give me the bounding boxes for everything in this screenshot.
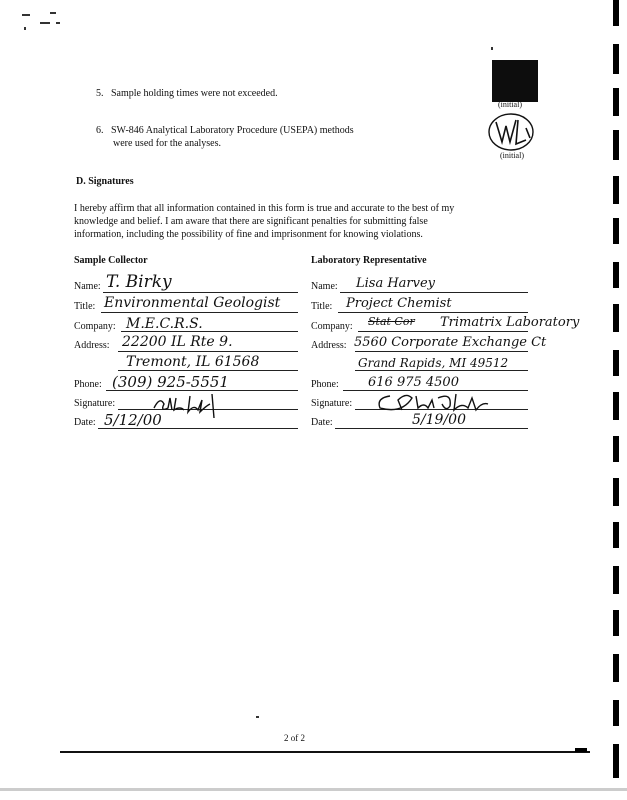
page-number: 2 of 2 (284, 733, 305, 743)
collector-heading: Sample Collector (74, 255, 148, 266)
item-5-number: 5. (96, 88, 104, 99)
item-6-number: 6. (96, 125, 104, 136)
section-heading: D. Signatures (76, 176, 134, 187)
collector-company-value: M.E.C.R.S. (126, 316, 203, 332)
item-6-text-line2: were used for the analyses. (113, 138, 222, 149)
collector-phone-label: Phone: (74, 379, 102, 390)
scan-speck (40, 22, 50, 24)
lab-name-value: Lisa Harvey (356, 276, 436, 291)
lab-address-line-2: Grand Rapids, MI 49512 (358, 356, 509, 370)
collector-name-label: Name: (74, 281, 101, 292)
footer-rule (60, 751, 590, 753)
lab-heading: Laboratory Representative (311, 255, 427, 266)
lab-company-value: Trimatrix Laboratory (440, 315, 580, 330)
collector-phone-value: (309) 925-5551 (112, 373, 229, 391)
affirmation-line-3: information, including the possibility of fine and imprisonment for knowing violations. (74, 229, 423, 240)
initial-label-1: (initial) (498, 100, 522, 109)
scan-speck (56, 22, 60, 24)
item-5-text: Sample holding times were not exceeded. (111, 88, 278, 99)
scan-bottom-edge (0, 788, 627, 791)
lab-address-line-1: 5560 Corporate Exchange Ct (354, 335, 547, 350)
collector-name-value: T. Birky (106, 272, 172, 292)
scan-speck (24, 27, 26, 30)
lab-address-label: Address: (311, 340, 347, 351)
item-6 (96, 124, 354, 137)
lab-phone-label: Phone: (311, 379, 339, 390)
collector-address-label: Address: (74, 340, 110, 351)
collector-title-label: Title: (74, 301, 96, 312)
lab-phone-value: 616 975 4500 (368, 375, 459, 390)
scan-speck (50, 12, 56, 14)
collector-address-line-2: Tremont, IL 61568 (126, 354, 260, 370)
lab-signature-label: Signature: (311, 398, 353, 409)
initial-signature-mark (486, 108, 538, 156)
scan-speck (256, 716, 259, 718)
scan-speck (22, 14, 30, 16)
collector-signature (150, 390, 230, 422)
collector-signature-label: Signature: (74, 398, 116, 409)
affirmation-line-2: knowledge and belief. I am aware that there are significant penalties for submitting false (74, 216, 428, 227)
lab-date-value: 5/19/00 (412, 412, 466, 428)
initial-label-2: (initial) (500, 151, 524, 160)
scan-speck (491, 47, 493, 50)
collector-date-label: Date: (74, 417, 96, 428)
lab-company-struck: Stat Cor (368, 315, 415, 328)
lab-title-value: Project Chemist (346, 296, 452, 311)
lab-title-label: Title: (311, 301, 333, 312)
item-6-text: SW-846 Analytical Laboratory Procedure (USEPA) methods (111, 125, 354, 136)
item-5 (96, 87, 278, 100)
collector-company-label: Company: (74, 321, 116, 332)
lab-name-label: Name: (311, 281, 338, 292)
collector-date-value: 5/12/00 (104, 411, 162, 429)
lab-date-label: Date: (311, 417, 333, 428)
lab-company-label: Company: (311, 321, 353, 332)
scan-speck (575, 748, 587, 752)
collector-address-line-1: 22200 IL Rte 9. (122, 334, 233, 350)
redacted-initial-box (492, 60, 538, 102)
collector-title-value: Environmental Geologist (104, 295, 281, 311)
affirmation-line-1: I hereby affirm that all information contained in this form is true and accurate to the best of my (74, 203, 455, 214)
